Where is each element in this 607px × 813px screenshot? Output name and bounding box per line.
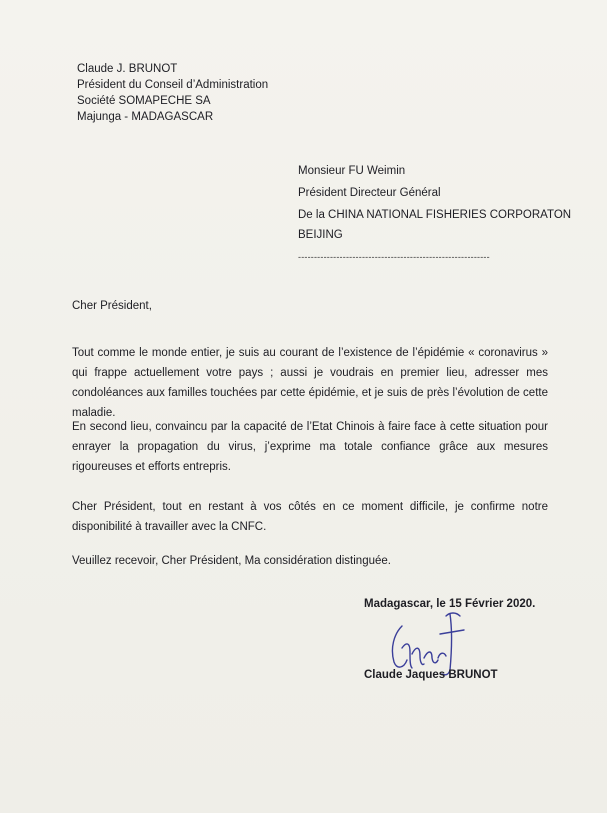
closing-line: Veuillez recevoir, Cher Président, Ma considération distinguée. [72, 555, 391, 567]
handwritten-signature [380, 608, 470, 678]
paragraph-1: Tout comme le monde entier, je suis au courant de l’existence de l’épidémie « coronavirus » qui frappe actuellement votre pays ; aussi je voudrais en premier lieu, adresser mes condoléances aux familles touchées par cette épidémie, et je suis de près l’évolution de cette maladie. [72, 347, 548, 419]
paragraph-2: En second lieu, convaincu par la capacité de l’Etat Chinois à faire face à cette situation pour enrayer la propagation du virus, j’exprime ma totale confiance grâce aux mesures rigoureuses et efforts entrepris. [72, 421, 548, 473]
salutation: Cher Président, [72, 300, 152, 312]
recipient-name: Monsieur FU Weimin [298, 165, 406, 177]
signatory-name: Claude Jaques BRUNOT [364, 669, 498, 681]
paragraph-3: Cher Président, tout en restant à vos côtés en ce moment difficile, je confirme notre disponibilité à travailler avec la CNFC. [72, 501, 548, 533]
sender-name: Claude J. BRUNOT [77, 63, 178, 75]
sender-title: Président du Conseil d’Administration [77, 79, 269, 91]
recipient-separator: ------------------------------------------------------------ [298, 252, 490, 262]
recipient-title: Président Directeur Général [298, 187, 441, 199]
sender-location: Majunga - MADAGASCAR [77, 111, 214, 123]
place-date: Madagascar, le 15 Février 2020. [364, 598, 536, 610]
sender-company: Société SOMAPECHE SA [77, 95, 211, 107]
recipient-organization: De la CHINA NATIONAL FISHERIES CORPORATON [298, 209, 572, 221]
recipient-city: BEIJING [298, 229, 343, 241]
